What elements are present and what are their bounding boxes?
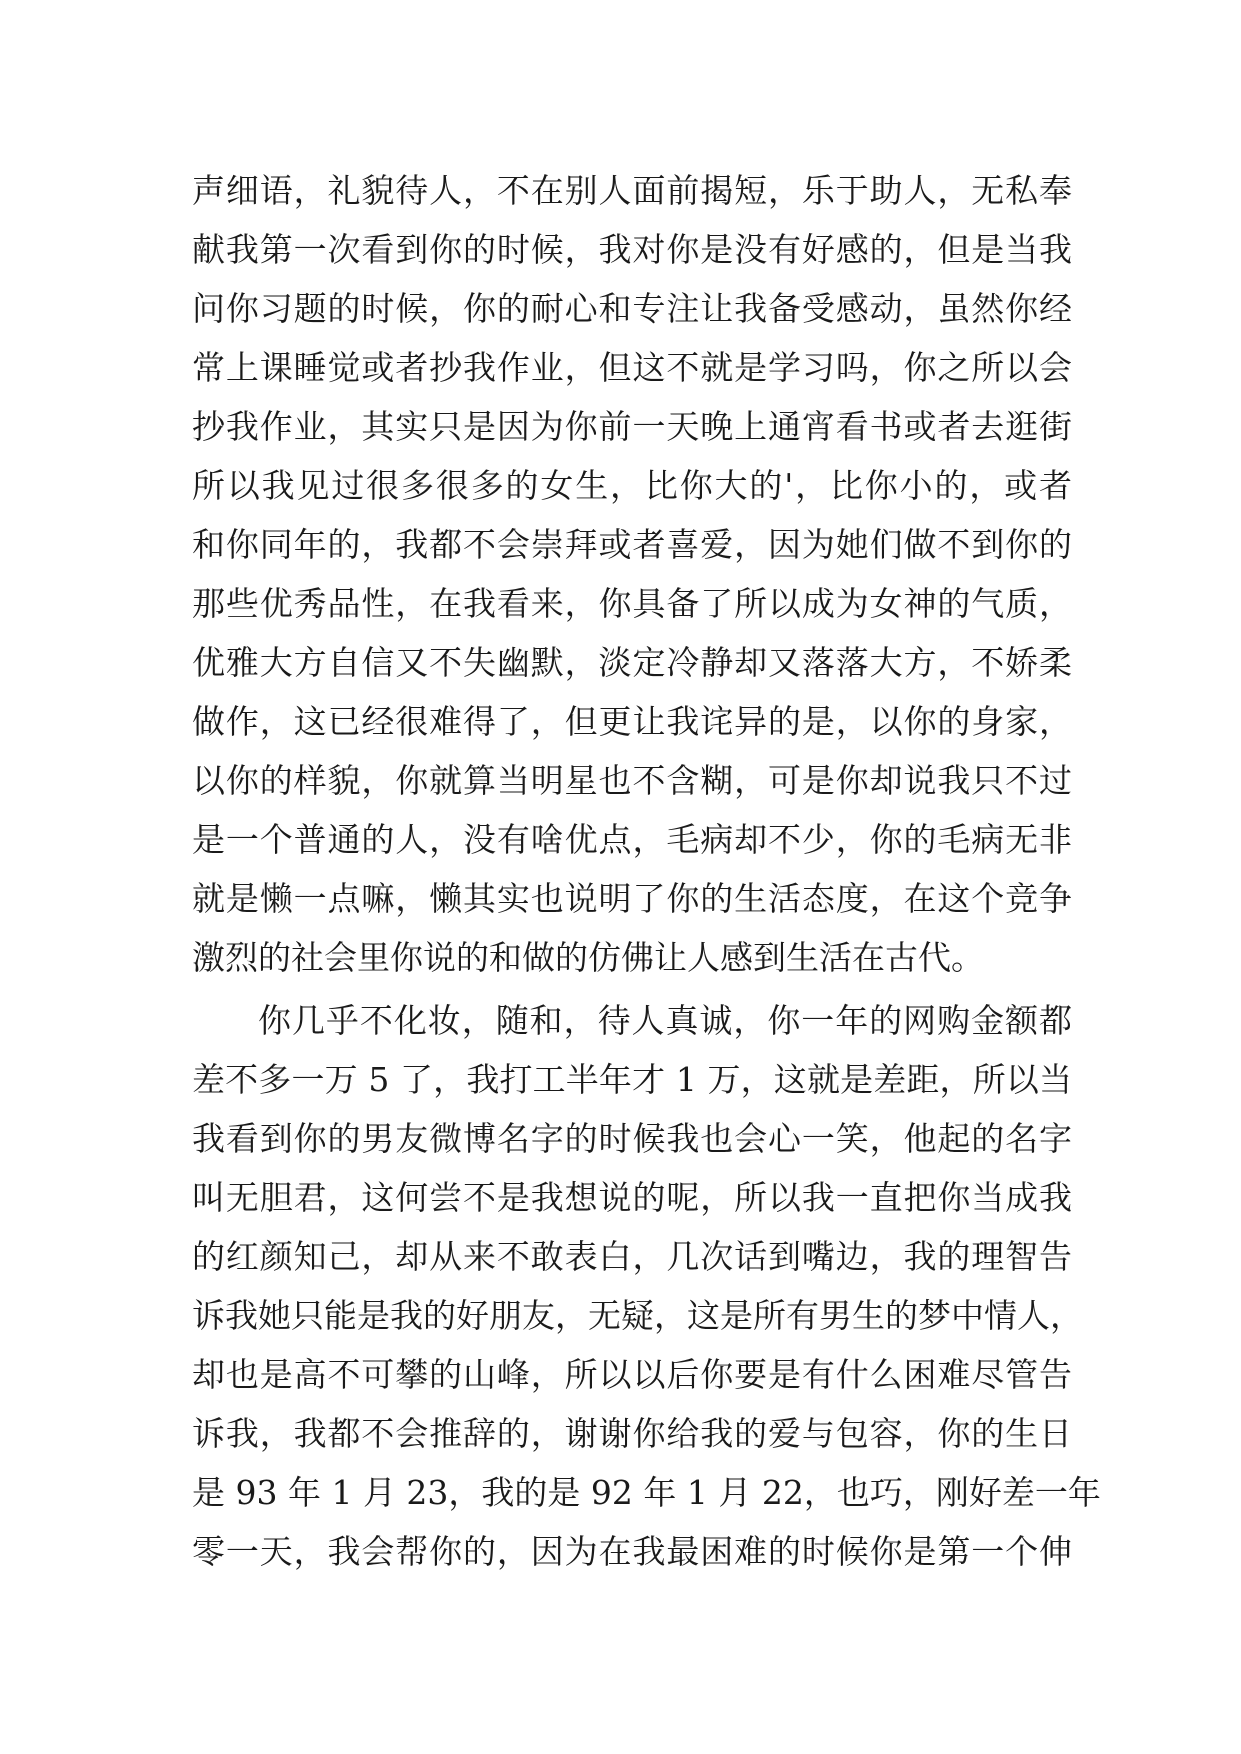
text-line: 是一个普通的人，没有啥优点，毛病却不少，你的毛病无非 [192, 820, 1072, 859]
text-line: 抄我作业，其实只是因为你前一天晚上通宵看书或者去逛街 [192, 407, 1072, 446]
text-line: 激烈的社会里你说的和做的仿佛让人感到生活在古代。 [192, 938, 984, 977]
text-line: 那些优秀品性，在我看来，你具备了所以成为女神的气质， [192, 584, 1072, 623]
text-line: 所以我见过很多很多的女生，比你大的'，比你小的，或者 [192, 466, 1072, 505]
text-line: 问你习题的时候，你的耐心和专注让我备受感动，虽然你经 [192, 289, 1072, 328]
text-line: 声细语，礼貌待人，不在别人面前揭短，乐于助人，无私奉 [192, 171, 1072, 210]
text-line: 就是懒一点嘛，懒其实也说明了你的生活态度，在这个竞争 [192, 879, 1072, 918]
text-line: 差不多一万 5 了，我打工半年才 1 万，这就是差距，所以当 [192, 1060, 1072, 1099]
text-line: 优雅大方自信又不失幽默，淡定冷静却又落落大方，不娇柔 [192, 643, 1072, 682]
text-line: 零一天，我会帮你的，因为在我最困难的时候你是第一个伸 [192, 1532, 1072, 1571]
text-line: 的红颜知己，却从来不敢表白，几次话到嘴边，我的理智告 [192, 1237, 1072, 1276]
text-line: 你几乎不化妆，随和，待人真诚，你一年的网购金额都 [258, 1001, 1072, 1040]
text-line: 做作，这已经很难得了，但更让我诧异的是，以你的身家， [192, 702, 1072, 741]
text-line: 是 93 年 1 月 23，我的是 92 年 1 月 22，也巧，刚好差一年 [192, 1473, 1101, 1512]
text-line: 以你的样貌，你就算当明星也不含糊，可是你却说我只不过 [192, 761, 1072, 800]
paragraph-2 [192, 991, 1101, 1581]
text-line: 却也是高不可攀的山峰，所以以后你要是有什么困难尽管告 [192, 1355, 1072, 1394]
text-line: 和你同年的，我都不会崇拜或者喜爱，因为她们做不到你的 [192, 525, 1072, 564]
paragraph-1 [192, 161, 1072, 987]
text-line: 献我第一次看到你的时候，我对你是没有好感的，但是当我 [192, 230, 1072, 269]
text-line: 我看到你的男友微博名字的时候我也会心一笑，他起的名字 [192, 1119, 1072, 1158]
text-line: 诉我，我都不会推辞的，谢谢你给我的爱与包容，你的生日 [192, 1414, 1072, 1453]
text-line: 叫无胆君，这何尝不是我想说的呢，所以我一直把你当成我 [192, 1178, 1072, 1217]
text-line: 常上课睡觉或者抄我作业，但这不就是学习吗，你之所以会 [192, 348, 1072, 387]
text-line: 诉我她只能是我的好朋友，无疑，这是所有男生的梦中情人， [192, 1296, 1083, 1335]
